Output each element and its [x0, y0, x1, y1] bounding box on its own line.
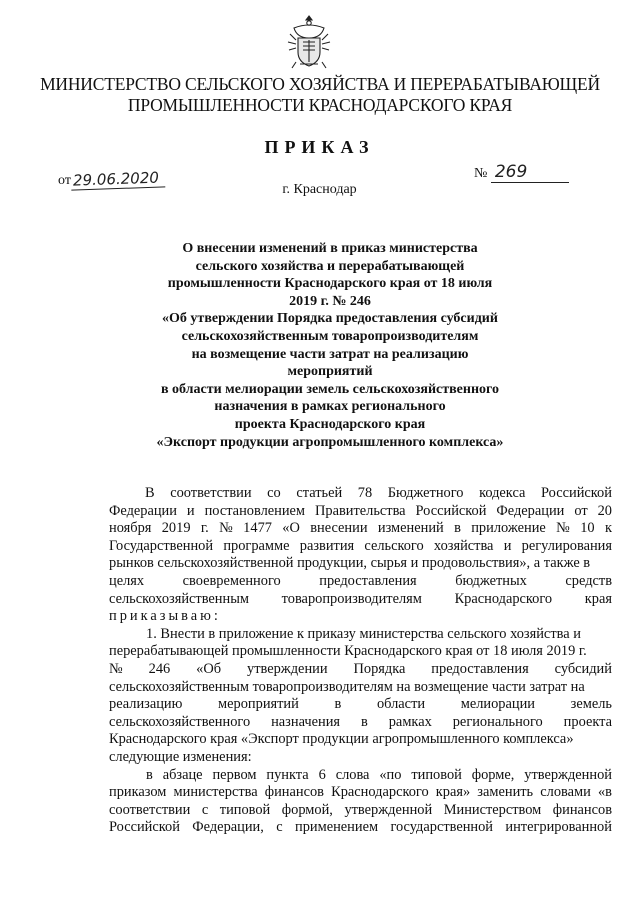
word: товаропроизводителям — [281, 590, 422, 607]
word: предоставления — [319, 572, 417, 589]
text-line — [109, 819, 612, 837]
word: кодекса — [479, 485, 526, 501]
word: интегрированной — [505, 819, 612, 836]
heading-line: мероприятий — [287, 364, 373, 380]
word: средств — [565, 572, 612, 589]
date-handwritten: 29.06.2020 — [71, 168, 165, 190]
word: назначения — [271, 713, 341, 730]
word: финансов — [264, 784, 324, 801]
word: Порядка — [353, 660, 406, 677]
word: регионального — [452, 713, 543, 730]
heading-line: назначения в рамках регионального — [214, 399, 446, 415]
word: области — [376, 696, 426, 713]
word: «О — [282, 520, 300, 537]
word: в — [146, 766, 153, 783]
word: с — [276, 819, 283, 836]
word: «Об — [196, 660, 222, 677]
word: типовой — [219, 801, 271, 818]
word: 78 — [357, 485, 373, 501]
number-prefix: № — [474, 166, 488, 181]
word: Краснодарского — [331, 784, 429, 801]
word: форме, — [471, 766, 515, 783]
word: применением — [295, 819, 379, 836]
text-line — [109, 591, 612, 609]
word: бюджетных — [455, 572, 527, 589]
word: слова — [335, 766, 370, 783]
word: пункта — [266, 766, 309, 783]
order-body — [109, 485, 612, 837]
text-line — [109, 520, 612, 538]
word: ноября — [109, 520, 152, 537]
word: края» — [435, 784, 471, 801]
text-line — [109, 714, 612, 732]
word: к — [604, 520, 612, 537]
word: хозяйства — [433, 537, 494, 554]
word: Федерации, — [192, 819, 264, 836]
word: предоставления — [431, 660, 529, 677]
word: изменений — [377, 520, 444, 537]
word: в — [334, 696, 342, 713]
ministry-name — [30, 74, 610, 116]
word: приложение — [471, 520, 546, 537]
text-line: перерабатывающей промышленности Краснодарского края от 18 июля 2019 г. — [109, 643, 587, 660]
order-heading — [140, 240, 520, 451]
text-line — [109, 503, 612, 521]
heading-line: в области мелиорации земель сельскохозяйственного — [160, 381, 500, 397]
word: с — [201, 801, 209, 818]
word: финансов — [552, 801, 612, 818]
word: первом — [212, 766, 257, 783]
word: и — [186, 502, 195, 519]
word: статьей — [296, 485, 343, 501]
word: утвержденной — [524, 766, 612, 783]
word: сельского — [364, 537, 424, 554]
word: государственной — [390, 819, 494, 836]
word: соответствии — [109, 801, 191, 818]
text-line: рынков сельскохозяйственной продукции, сырья и продовольствия», а также в — [109, 555, 591, 572]
text-line — [109, 802, 612, 820]
heading-line: «Об утверждении Порядка предоставления субсидий — [162, 311, 498, 327]
word: Государственной — [109, 537, 214, 554]
word: формой, — [281, 801, 333, 818]
text-line — [109, 661, 612, 679]
word: словами — [540, 784, 591, 801]
text-line: 1. Внести в приложение к приказу министерства сельского хозяйства и — [146, 625, 581, 642]
heading-line: проекта Краснодарского края — [234, 416, 426, 432]
heading-line: «Экспорт продукции агропромышленного комплекса» — [156, 434, 504, 450]
word: приказом — [109, 784, 167, 801]
word: министерства — [173, 784, 258, 801]
word: регулирования — [521, 537, 612, 554]
word: постановлением — [204, 502, 306, 519]
word: «по — [379, 766, 402, 783]
word: со — [267, 485, 281, 501]
word: № — [109, 660, 123, 677]
word: субсидий — [554, 660, 612, 677]
word: внесении — [310, 520, 368, 537]
word: № — [219, 520, 233, 537]
text-line — [109, 784, 612, 802]
number-handwritten: 269 — [491, 162, 569, 183]
word: № — [556, 520, 570, 537]
word: сельскохозяйственным — [109, 590, 249, 607]
text-line — [109, 485, 612, 503]
word: В — [145, 485, 155, 501]
heading-line: 2019 г. № 246 — [289, 293, 371, 309]
word: проекта — [563, 713, 612, 730]
word: Российской — [541, 485, 612, 501]
word: развития — [299, 537, 355, 554]
word: в — [360, 713, 368, 730]
word: 1477 — [243, 520, 272, 537]
word: рамках — [388, 713, 432, 730]
word: земель — [570, 696, 612, 713]
word: Бюджетного — [387, 485, 464, 501]
city: г. Краснодар — [282, 182, 357, 197]
word: «в — [597, 784, 612, 801]
word: целях — [109, 572, 145, 589]
heading-line: промышленности Краснодарского края от 18 июля — [167, 276, 493, 292]
word: и — [503, 537, 512, 554]
word: в — [454, 520, 461, 537]
heading-line: сельского хозяйства и перерабатывающей — [195, 258, 465, 274]
ministry-name-line: ПРОМЫШЛЕННОСТИ КРАСНОДАРСКОГО КРАЯ — [127, 95, 513, 115]
word: 6 — [318, 766, 326, 783]
word: Правительства — [315, 502, 406, 519]
text-line — [109, 767, 612, 785]
text-line: Краснодарского края «Экспорт продукции агропромышленного комплекса» — [109, 731, 574, 748]
paragraph-item-1 — [109, 626, 612, 767]
heading-line: О внесении изменений в приказ министерства — [182, 241, 478, 256]
krasnodar-coat-of-arms-icon — [286, 14, 332, 70]
word: соответствии — [170, 485, 252, 501]
word: 10 — [580, 520, 595, 537]
word: мероприятий — [218, 696, 299, 713]
word: края — [584, 590, 612, 607]
word: утвержденной — [344, 801, 433, 818]
word: реализацию — [109, 696, 183, 713]
word: сельскохозяйственного — [109, 713, 251, 730]
date-prefix: от — [58, 173, 71, 188]
text-line — [109, 538, 612, 556]
word: 2019 — [161, 520, 191, 537]
heading-line: на возмещение части затрат на реализацию — [191, 346, 469, 362]
text-line: приказываю: — [109, 608, 221, 625]
word: г. — [200, 520, 209, 537]
word: Российской — [415, 502, 487, 519]
text-line: сельскохозяйственным товаропроизводителям на возмещение части затрат на — [109, 678, 585, 695]
text-line: следующие изменения: — [109, 748, 252, 765]
word: Федерации — [496, 502, 565, 519]
word: Министерством — [443, 801, 542, 818]
paragraph-amendment — [109, 767, 612, 837]
text-line — [109, 696, 612, 714]
word: Краснодарского — [454, 590, 553, 607]
word: программе — [223, 537, 290, 554]
word: Федерации — [109, 502, 177, 519]
word: типовой — [411, 766, 462, 783]
word: абзаце — [162, 766, 203, 783]
ministry-name-line: МИНИСТЕРСТВО СЕЛЬСКОГО ХОЗЯЙСТВА И ПЕРЕРАБАТЫВАЮЩЕЙ — [40, 74, 600, 94]
word: утверждении — [247, 660, 328, 677]
order-number — [474, 162, 569, 183]
word: заменить — [477, 784, 534, 801]
paragraph-legal-basis — [109, 485, 612, 626]
word: мелиорации — [460, 696, 535, 713]
word: 20 — [597, 502, 612, 519]
word: своевременного — [182, 572, 281, 589]
text-line — [109, 573, 612, 591]
word: от — [574, 502, 588, 519]
order-title: ПРИКАЗ — [264, 137, 375, 157]
heading-line: сельскохозяйственным товаропроизводителям — [181, 328, 479, 344]
word: 246 — [148, 660, 171, 677]
word: Российской — [109, 819, 180, 836]
